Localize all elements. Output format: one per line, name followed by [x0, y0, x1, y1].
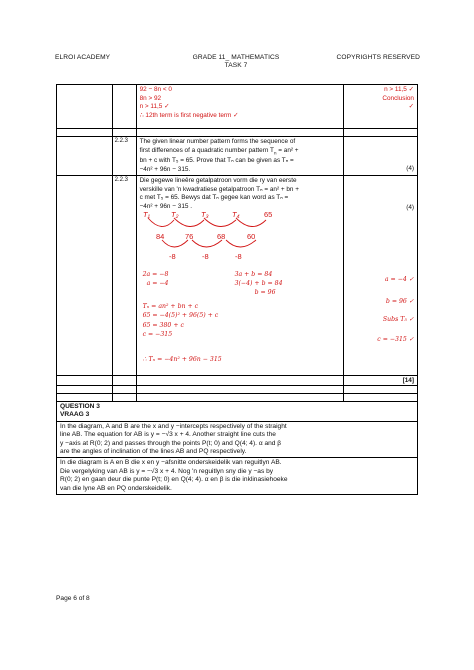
diff-4: 60	[246, 232, 255, 241]
pattern-diagram	[140, 210, 340, 262]
top-mark-2: Conclusion	[382, 94, 414, 102]
term-5: 65	[263, 210, 272, 219]
term-3: T₃	[200, 210, 209, 219]
row-q223-en	[57, 137, 417, 176]
top-mark-3: ✓	[408, 103, 414, 111]
header-subject	[190, 54, 282, 70]
q3-afrikaans: In die diagram is A en B die x en y −afsnitte onderskeidelik van reguitlyn AB. Die vergelyking van AB is y = −√3 x + 4. Nog 'n reguitlyn sny die y −as by R(0; 2) en gaan deur die punte P(t; 0) en Q(4; 4). α en β is die inklinasiehoeke van die lyne AB en PQ onderskeidelik.	[60, 459, 288, 492]
mark-a: a = −4 ✓	[384, 276, 414, 283]
second-diff-3: -8	[234, 252, 242, 261]
top-line-2: 8n > 92	[139, 94, 162, 102]
q223-en-line-4: −4n² + 96n − 315.	[139, 166, 191, 174]
term-4: T₄	[231, 210, 240, 219]
term-1: T₁	[142, 210, 150, 219]
working-a: 2a = −8 a = −4	[142, 271, 169, 287]
top-working	[137, 85, 345, 128]
top-line-4: ∴ 12th term is first negative term ✓	[139, 111, 239, 119]
row-total	[57, 376, 417, 386]
row-q3-title	[57, 402, 417, 422]
header-copyright: COPYRIGHTS RESERVED	[336, 54, 420, 61]
working-c: Tₙ = an² + bn + c 65 = −4(5)² + 96(5) + c 65 = 380 + c c = −315	[142, 303, 219, 339]
diff-2: 76	[184, 232, 193, 241]
diff-3: 68	[216, 232, 225, 241]
q223-af-marks: (4) a = −4 ✓ b = 96 ✓ Subs T₅ ✓ c = −315 ✓	[377, 204, 414, 343]
mark-subs: Subs T₅ ✓	[382, 316, 414, 323]
q223-af-number: 2.2.3	[113, 176, 137, 375]
header-grade: GRADE 11_ MATHEMATICS	[192, 54, 280, 61]
row-top	[57, 85, 417, 129]
q223-af-line-1: Die gegewe lineêre getalpatroon vorm die ry van eerste	[139, 177, 297, 184]
mark-b: b = 96 ✓	[385, 298, 414, 305]
q223-af-content	[137, 176, 345, 375]
q223-en-number: 2.2.3	[113, 137, 137, 175]
row-blank-3	[57, 394, 417, 402]
working-b: 3a + b = 84 3(−4) + b = 84 b = 96	[234, 271, 283, 296]
q223-en-line-1: The given linear number pattern forms the sequence of	[139, 138, 296, 145]
row-q3-english	[57, 422, 417, 459]
second-diff-2: -8	[201, 252, 209, 261]
q223-af-line-4: −4n² + 96n − 315 .	[139, 202, 192, 210]
header-school: ELROI ACADEMY	[55, 54, 111, 61]
q223-af-line-3: c met T₅ = 65. Bewys dat Tₙ gegee kan word as Tₙ =	[139, 194, 289, 202]
row-q223-af	[57, 176, 417, 376]
top-line-3: n > 11,5 ✓	[139, 103, 170, 111]
q3-english: In the diagram, A and B are the x and y −intercepts respectively of the straight line AB. The equation for AB is y = −√3 x + 4. Another straight line cuts the y −axis at R(0; 2) and passes through the points P(t; 0) and Q(4; 4). α and β are the angles of inclination of the lines AB and PQ respectively.	[60, 422, 287, 456]
page-number: Page 6 of 8	[56, 595, 90, 602]
q223-en-marks: (4)	[406, 165, 414, 173]
q223-en-line-3: bn + c with T₅ = 65. Prove that Tₙ can be given as Tₙ =	[139, 157, 294, 165]
q3-title: QUESTION 3 VRAAG 3	[60, 403, 100, 419]
diff-1: 84	[155, 232, 164, 241]
row-blank-2	[57, 386, 417, 394]
q223-en-line-2: first differences of a quadratic number pattern $T_n = an^2$ +	[139, 146, 299, 155]
row-q3-afrikaans	[57, 458, 417, 494]
working-conclusion: ∴ Tₙ = −4n² + 96n − 315	[142, 356, 222, 363]
mark-c: c = −315 ✓	[377, 336, 414, 343]
top-line-1: 92 − 8n < 0	[139, 86, 172, 93]
top-marks	[344, 85, 417, 128]
q223-af-line-2: verskille van 'n kwadratiese getalpatroon Tₙ = an² + bn +	[139, 185, 299, 193]
second-diff-1: -8	[168, 252, 176, 261]
row-blank-1	[57, 129, 417, 137]
q223-en-text	[137, 137, 345, 175]
term-2: T₂	[170, 210, 179, 219]
memo-table	[56, 84, 418, 495]
top-mark-1: n > 11,5 ✓	[384, 86, 414, 93]
total-marks: [14]	[402, 377, 414, 384]
header-task: TASK 7	[224, 62, 248, 69]
